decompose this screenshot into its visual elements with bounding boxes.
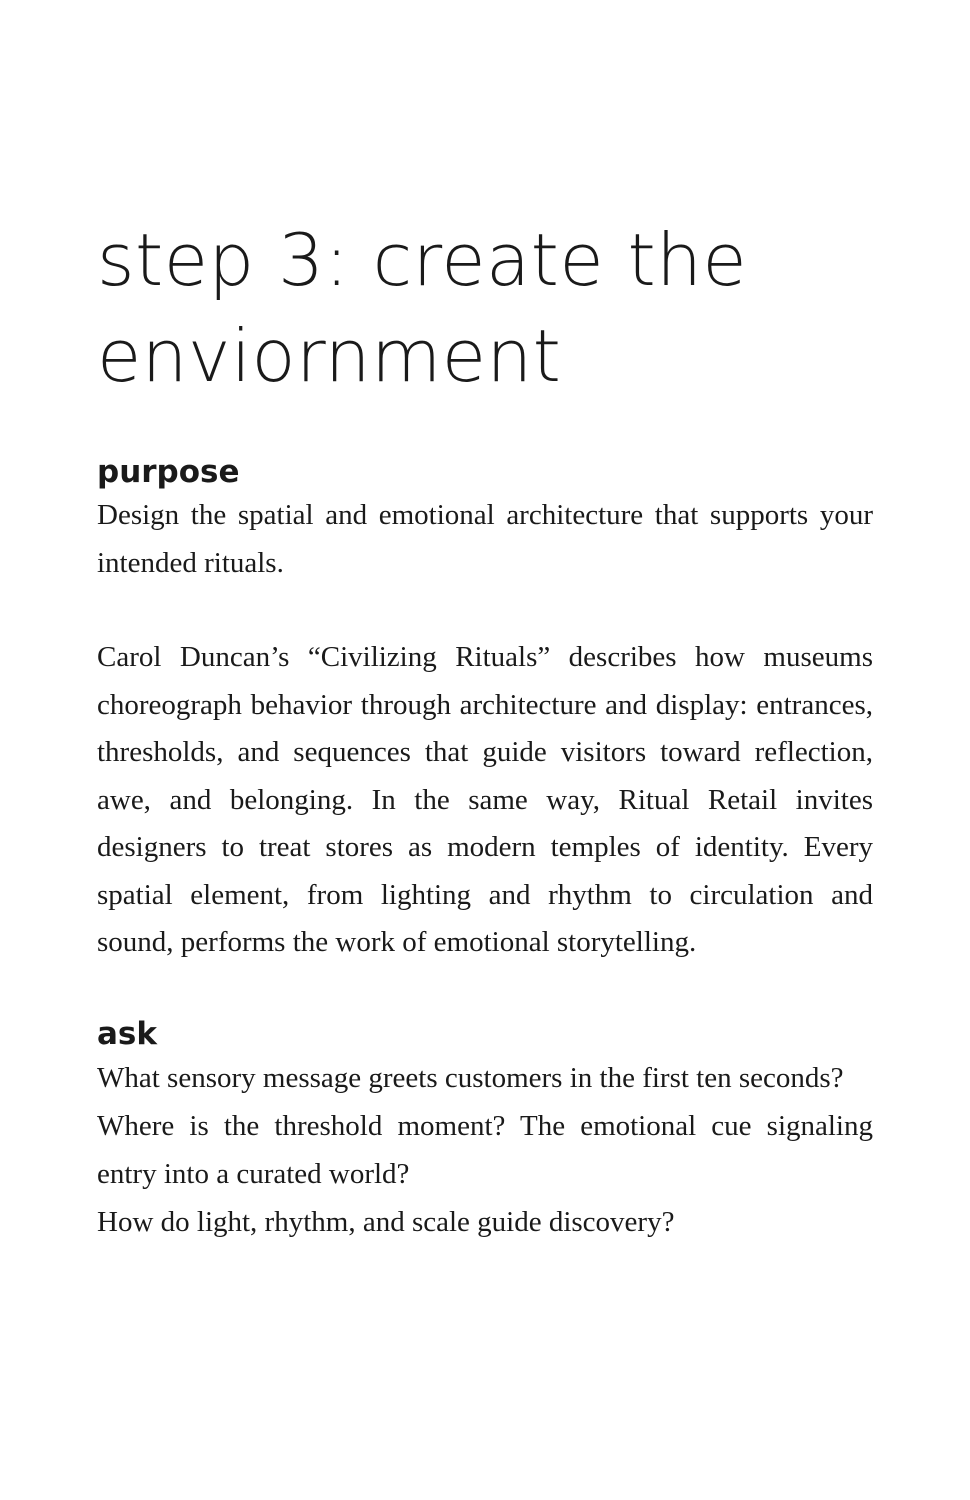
ask-question: Where is the threshold moment? The emotional cue signaling entry into a curated world?: [97, 1109, 873, 1190]
spacer: [97, 587, 873, 634]
page-content: [97, 212, 873, 1246]
ask-question: How do light, rhythm, and scale guide discovery?: [97, 1205, 675, 1238]
page-title: step 3: create the enviornment: [97, 218, 748, 398]
context-paragraph: Carol Duncan’s “Civilizing Rituals” describes how museums choreograph behavior through architecture and display: entrances, thresholds, and sequences that guide visitors toward reflection, awe, and belonging. In the same way, Ritual Retail invites designers to treat stores as modern temples of identity. Every spatial element, from lighting and rhythm to circulation and sound, performs the work of emotional storytelling.: [97, 641, 873, 958]
purpose-text: Design the spatial and emotional architecture that supports your intended rituals.: [97, 499, 873, 579]
purpose-section: [97, 452, 873, 587]
ask-heading: ask: [97, 1015, 157, 1052]
purpose-heading: purpose: [97, 454, 240, 490]
ask-question: What sensory message greets customers in the first ten seconds?: [97, 1061, 844, 1094]
spacer: [97, 967, 873, 1014]
ask-section: [97, 1014, 873, 1246]
